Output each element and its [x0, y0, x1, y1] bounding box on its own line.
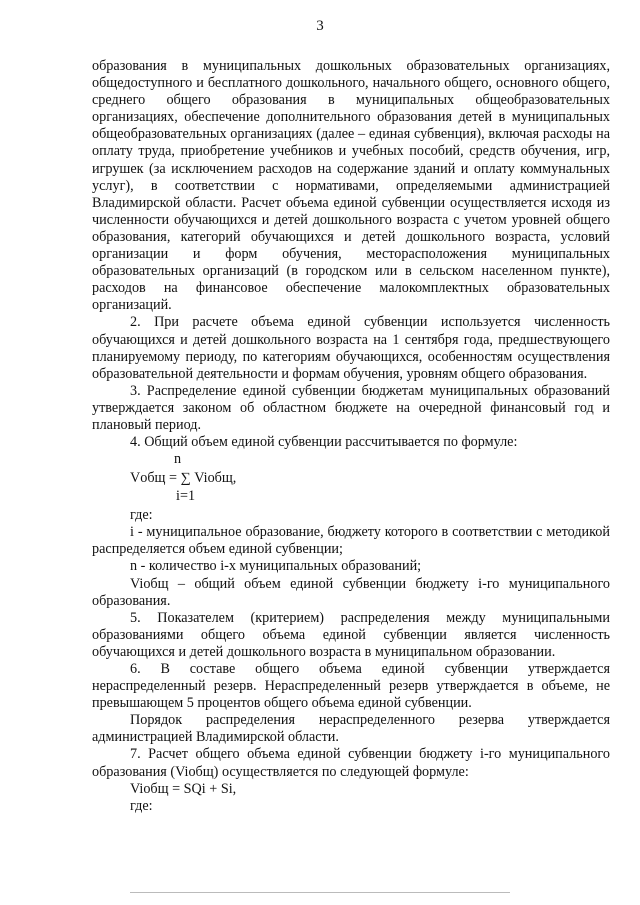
total-volume-formula — [130, 451, 610, 507]
paragraph-2: 2. При расчете объема единой субвенции используется численность обучающихся и детей дошкольного возраста на 1 сентября года, предшествующего планируемому периоду, по категориям обучающихся, особенностям осуществления образовательной деятельности и формам обучения, уровням общего образования. — [92, 314, 610, 382]
where-label-2: где: — [130, 797, 153, 814]
paragraph-6: 6. В составе общего объема единой субвенции утверждается нераспределенный резерв. Нераспределенный резерв утверждается в объеме, не превышающем 5 процентов общего объема единой субвенции. — [92, 661, 610, 712]
paragraph-5: 5. Показателем (критерием) распределения между муниципальными образованиями общего объема единой субвенции является численность обучающихся и детей дошкольного возраста в муниципальном образовании. — [92, 609, 610, 660]
definition-i: i - муниципальное образование, бюджету которого в соответствии с методикой распределяется объем единой субвенции; — [92, 524, 610, 558]
page-number: 3 — [316, 18, 324, 34]
where-label: где: — [130, 507, 153, 524]
paragraph-3: 3. Распределение единой субвенции бюджетам муниципальных образований утверждается законом об областном бюджете на очередной финансовый год и плановый период. — [92, 382, 610, 433]
formula-2: Viобщ = SQi + Si, — [130, 780, 237, 797]
definition-n: n - количество i-х муниципальных образований; — [130, 558, 422, 575]
page-bottom-divider — [130, 892, 510, 893]
paragraph-reserve-order: Порядок распределения нераспределенного резерва утверждается администрацией Владимирской области. — [92, 712, 610, 746]
paragraph-4: 4. Общий объем единой субвенции рассчитывается по формуле: — [130, 434, 518, 451]
paragraph-7: 7. Расчет общего объема единой субвенции бюджету i-го муниципального образования (Viобщ) осуществляется по следующей формуле: — [92, 746, 610, 780]
formula-upper-limit: n — [174, 451, 182, 468]
formula-lower-limit: i=1 — [176, 488, 196, 505]
formula-expression: Vобщ = ∑ Viобщ, — [130, 470, 237, 487]
document-body — [92, 58, 610, 815]
definition-viobshch: Viобщ – общий объем единой субвенции бюджету i-го муниципального образования. — [92, 575, 610, 609]
paragraph-intro: образования в муниципальных дошкольных образовательных организациях, общедоступного и бесплатного дошкольного, начального общего, основного общего, среднего общего образования в муниципальных общеобразовательных организациях, обеспечение дополнительного образования детей в муниципальных общеобразовательных организациях (далее – единая субвенция), включая расходы на оплату труда, приобретение учебников и учебных пособий, средств обучения, игр, игрушек (за исключением расходов на содержание зданий и оплату коммунальных услуг), в соответствии с нормативами, определяемыми администрацией Владимирской области. Расчет объема единой субвенции осуществляется исходя из численности обучающихся и детей дошкольного возраста с учетом уровней общего образования, категорий обучающихся и детей дошкольного возраста, условий организации и форм обучения, месторасположения муниципальных образовательных организаций (в городском или в сельском населенном пункте), расходов на финансовое обеспечение малокомплектных образовательных организаций. — [92, 58, 610, 314]
